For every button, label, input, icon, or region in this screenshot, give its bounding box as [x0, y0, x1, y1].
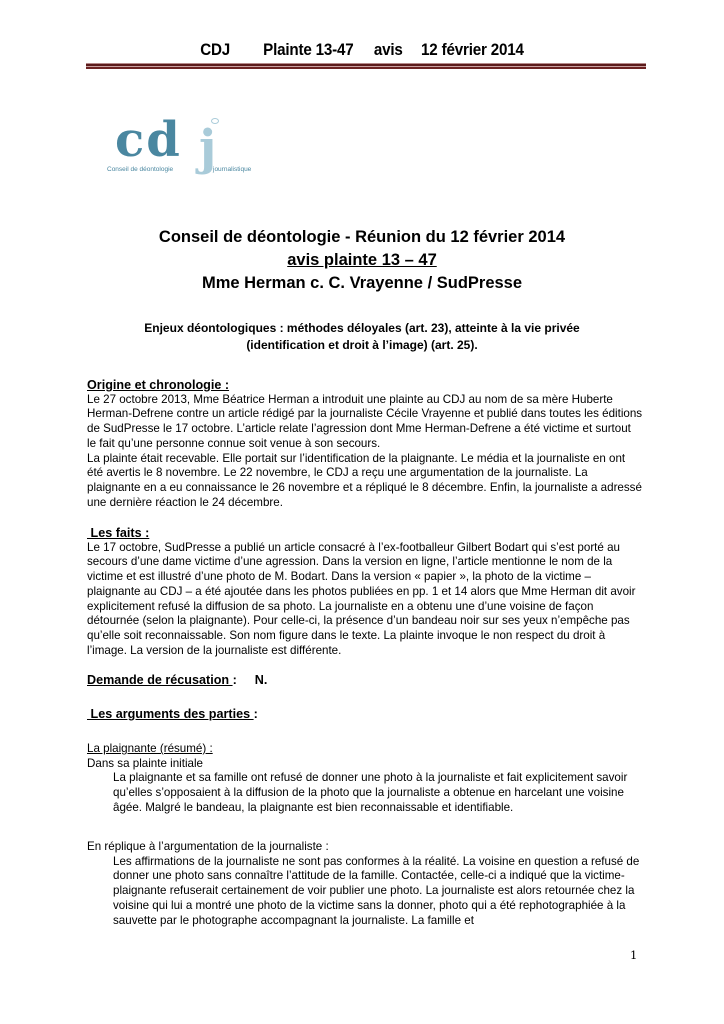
section-arguments — [87, 707, 643, 723]
plaignante-heading: La plaignante (résumé) : — [87, 742, 213, 755]
plainte-initiale-text: La plaignante et sa famille ont refusé de donner une photo à la journaliste et fait explicitement savoir qu’elles s’opposaient à la diffusion de la photo que la journaliste a obtenue en harcelant une voisine âgée. Malgré le bandeau, la plaignante est bien reconnaissable et identifiable. — [113, 771, 628, 814]
header-org: CDJ — [200, 41, 231, 59]
section-origine — [87, 378, 643, 510]
faits-heading: Les faits : — [87, 526, 150, 540]
recusation-heading: Demande de récusation — [87, 673, 233, 687]
header-avis: avis — [373, 41, 403, 59]
running-header — [29, 41, 695, 60]
page-number: 1 — [630, 948, 638, 962]
complaint-title: avis plainte 13 – 47 — [287, 251, 437, 269]
faits-paragraph: Le 17 octobre, SudPresse a publié un article consacré à l’ex-footballeur Gilbert Bodart qui s’est porté au secours d’une dame victime d’une agression. Dans la version en ligne, l’article mentionne le nom de la victime et est illustré d’une photo de M. Bodart. Dans la version « papier », la photo de la victime – plaignante au CDJ – a été ajoutée dans les photos publiées en pp. 1 et 14 alors que Mme Herman dit avoir explicitement refusé la diffusion de sa photo. La journaliste en a obtenu une d’une voisine de façon détournée (selon la plaignante). Pour celle-ci, la présence d’un bandeau noir sur ses yeux n’empêche pas qu’elle soit reconnaissable. Son nom figure dans le texte. La plainte invoque le non respect du droit à l’image. La version de la journaliste est différente. — [87, 540, 636, 657]
plainte-initiale-label: Dans sa plainte initiale — [87, 756, 204, 770]
ethical-issues-line2: (identification et droit à l’image) (art. 25). — [246, 338, 478, 352]
parties-title: Mme Herman c. C. Vrayenne / SudPresse — [201, 274, 523, 292]
ethical-issues-line1: Enjeux déontologiques : méthodes déloyales (art. 23), atteinte à la vie privée — [144, 321, 580, 335]
header-date: 12 février 2014 — [421, 41, 524, 59]
origine-paragraph-1: Le 27 octobre 2013, Mme Béatrice Herman a introduit une plainte au CDJ au nom de sa mère Huberte Herman-Defrene contre un article rédigé par la journaliste Cécile Vrayenne et publié dans toutes les éditions de SudPresse le 17 octobre. L’article relate l’agression dont Mme Herman-Defrene a été victime et surtout le fait qu’une personne connue soit venue à son secours. — [87, 392, 643, 450]
ethical-issues — [80, 320, 644, 354]
logo-ring-icon — [211, 118, 219, 124]
logo-subtitle-right: journalistique — [213, 166, 252, 173]
header-rule — [86, 63, 646, 70]
recusation-colon: : — [232, 673, 237, 687]
logo-subtitle-left: Conseil de déontologie — [107, 166, 174, 173]
origine-paragraph-2: La plainte était recevable. Elle portait sur l’identification de la plaignante. Le média et la journaliste en ont été avertis le 8 novembre. Le 22 novembre, le CDJ a reçu une argumentation de la journaliste. La plaignante en a eu connaissance le 26 novembre et a répliqué le 8 décembre. Enfin, la journaliste a adressé une dernière réaction le 24 décembre. — [87, 451, 642, 509]
section-plaignante — [87, 742, 643, 816]
header-complaint: Plainte 13-47 — [263, 41, 354, 59]
logo-letters-cd: cd — [115, 112, 182, 168]
section-faits — [87, 526, 643, 658]
replique-label: En réplique à l’argumentation de la journaliste : — [87, 840, 329, 853]
arguments-heading: Les arguments des parties — [87, 707, 254, 721]
meeting-title: Conseil de déontologie - Réunion du 12 février 2014 — [158, 228, 566, 246]
section-recusation — [87, 673, 643, 689]
origine-heading: Origine et chronologie : — [87, 378, 230, 392]
logo-letter-j: j — [199, 120, 217, 176]
section-replique — [87, 840, 643, 928]
cdj-logo — [107, 112, 267, 182]
replique-text: Les affirmations de la journaliste ne sont pas conformes à la réalité. La voisine en question a refusé de donner une photo sans connaître l’attitude de la famille. Contactée, celle-ci a indiqué que la victime-plaignante refuserait certainement de voir publier une photo. La journaliste est alors retournée chez la voisine qui lui a montré une photo de la victime sans la donner, photo qui a été rephotographiée à la sauvette par le photographe accompagnant la journaliste. La famille et — [113, 854, 640, 927]
arguments-colon: : — [253, 707, 258, 721]
recusation-value: N. — [254, 673, 268, 687]
